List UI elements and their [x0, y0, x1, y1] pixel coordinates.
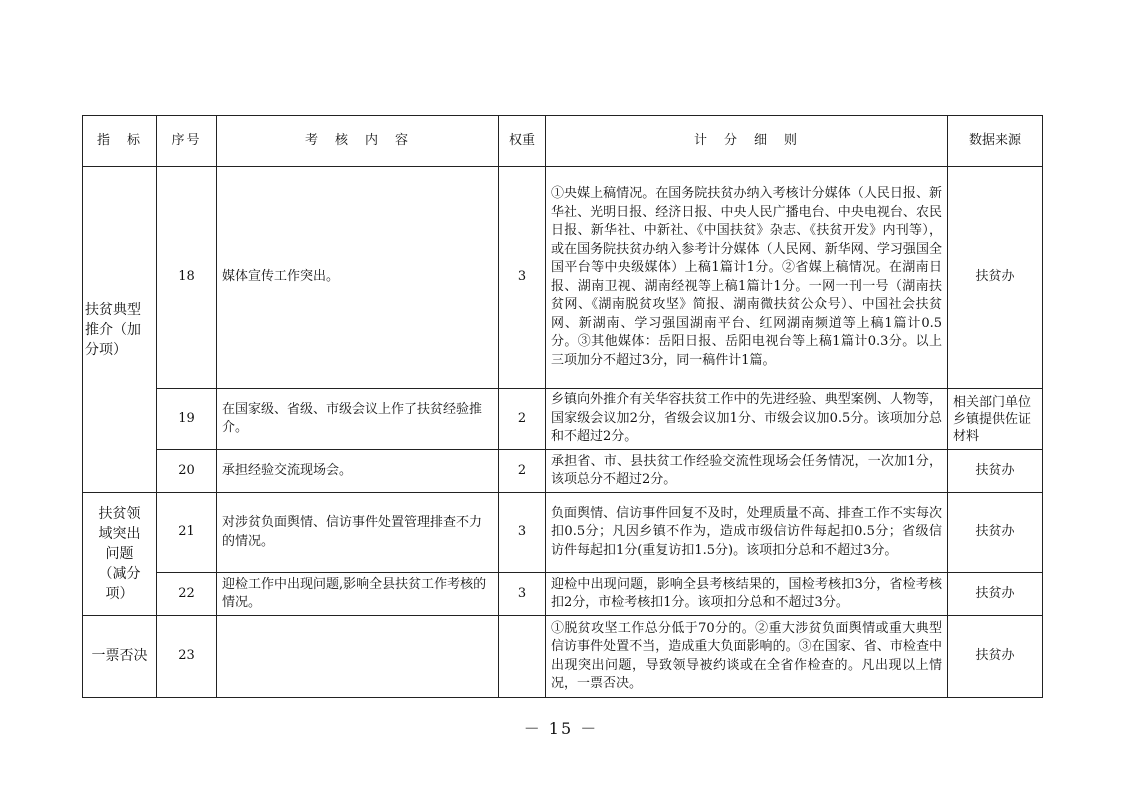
row-weight: 2 [499, 450, 546, 493]
row-seq: 23 [157, 616, 217, 698]
row-source: 扶贫办 [948, 450, 1043, 493]
row-source: 扶贫办 [948, 616, 1043, 698]
header-rules: 计 分 细 则 [546, 116, 948, 167]
row-weight: 3 [499, 167, 546, 389]
row-weight: 2 [499, 389, 546, 450]
table-row [83, 389, 1043, 450]
page-number: － 15 － [523, 719, 599, 738]
row-weight: 3 [499, 573, 546, 616]
row-content: 媒体宣传工作突出。 [217, 167, 499, 389]
row-rules: 迎检中出现问题，影响全县考核结果的，国检考核扣3分，省检考核扣2分，市检考核扣1分。该项扣分总和不超过3分。 [546, 573, 948, 616]
row-seq: 19 [157, 389, 217, 450]
row-source: 相关部门单位乡镇提供佐证材料 [948, 389, 1043, 450]
row-seq: 20 [157, 450, 217, 493]
row-seq: 18 [157, 167, 217, 389]
row-seq: 22 [157, 573, 217, 616]
group-label-veto: 一票否决 [83, 616, 157, 698]
row-weight [499, 616, 546, 698]
table-row [83, 616, 1043, 698]
group-label-problems: 扶贫领域突出问题（减分项） [83, 493, 157, 616]
row-source: 扶贫办 [948, 573, 1043, 616]
row-rules: 承担省、市、县扶贫工作经验交流性现场会任务情况，一次加1分，该项总分不超过2分。 [546, 450, 948, 493]
header-source: 数据来源 [948, 116, 1043, 167]
row-rules: 负面舆情、信访事件回复不及时，处理质量不高、排查工作不实每次扣0.5分；凡因乡镇不作为，造成市级信访件每起扣0.5分；省级信访件每起扣1分(重复访扣1.5分)。该项扣分总和不超过3分。 [546, 493, 948, 573]
assessment-table [82, 115, 1043, 698]
table-header-row [83, 116, 1043, 167]
row-rules: 乡镇向外推介有关华容扶贫工作中的先进经验、典型案例、人物等，国家级会议加2分，省级会议加1分、市级会议加0.5分。该项加分总和不超过2分。 [546, 389, 948, 450]
table-row [83, 167, 1043, 389]
row-source: 扶贫办 [948, 167, 1043, 389]
row-rules: ①脱贫攻坚工作总分低于70分的。②重大涉贫负面舆情或重大典型信访事件处置不当，造成重大负面影响的。③在国家、省、市检查中出现突出问题，导致领导被约谈或在全省作检查的。凡出现以上情况，一票否决。 [546, 616, 948, 698]
row-seq: 21 [157, 493, 217, 573]
row-weight: 3 [499, 493, 546, 573]
header-weight: 权重 [499, 116, 546, 167]
row-rules: ①央媒上稿情况。在国务院扶贫办纳入考核计分媒体（人民日报、新华社、光明日报、经济日报、中央人民广播电台、中央电视台、农民日报、新华社、中新社、《中国扶贫》杂志、《扶贫开发》内刊等），或在国务院扶贫办纳入参考计分媒体（人民网、新华网、学习强国全国平台等中央级媒体）上稿1篇计1分。②省媒上稿情况。在湖南日报、湖南卫视、湖南经视等上稿1篇计1分。一网一刊一号（湖南扶贫网、《湖南脱贫攻坚》简报、湖南微扶贫公众号）、中国社会扶贫网、新湖南、学习强国湖南平台、红网湖南频道等上稿1篇计0.5分。③其他媒体：岳阳日报、岳阳电视台等上稿1篇计0.3分。以上三项加分不超过3分，同一稿件计1篇。 [546, 167, 948, 389]
table-row [83, 493, 1043, 573]
row-content: 迎检工作中出现问题,影响全县扶贫工作考核的情况。 [217, 573, 499, 616]
table-row [83, 450, 1043, 493]
header-indicator: 指 标 [83, 116, 157, 167]
header-seq: 序号 [157, 116, 217, 167]
row-content: 承担经验交流现场会。 [217, 450, 499, 493]
table-row [83, 573, 1043, 616]
row-content [217, 616, 499, 698]
row-source: 扶贫办 [948, 493, 1043, 573]
row-content: 对涉贫负面舆情、信访事件处置管理排查不力的情况。 [217, 493, 499, 573]
group-label-promotion: 扶贫典型推介（加分项） [83, 167, 157, 493]
header-content: 考 核 内 容 [217, 116, 499, 167]
row-content: 在国家级、省级、市级会议上作了扶贫经验推介。 [217, 389, 499, 450]
